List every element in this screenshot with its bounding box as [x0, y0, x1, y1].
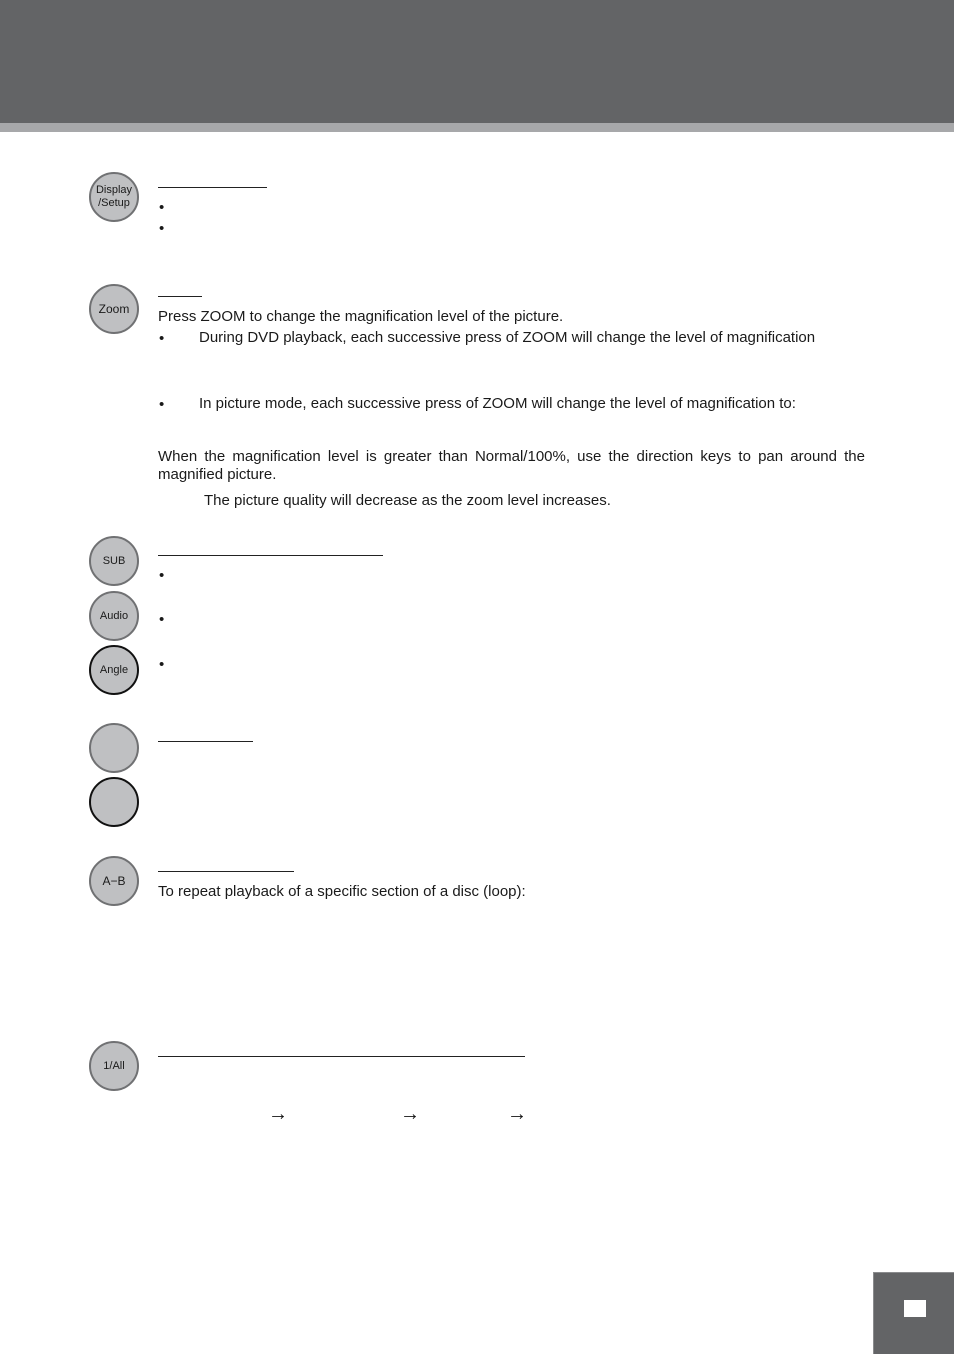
bullet-marker: • — [159, 396, 165, 413]
zoom-intro-text: Press ZOOM to change the magnification level of the picture. — [158, 308, 564, 325]
page-number-box — [904, 1300, 926, 1317]
repeat-one-all-button-icon — [89, 1041, 139, 1091]
ab-intro-text: To repeat playback of a specific section of a disc (loop): — [158, 883, 526, 900]
section-heading-rule-display — [158, 187, 267, 188]
angle-button-icon — [89, 645, 139, 695]
bullet-marker: • — [159, 199, 165, 216]
blank-button-icon — [89, 723, 139, 773]
bullet-marker: • — [159, 220, 165, 237]
audio-label: Audio — [99, 609, 129, 622]
display-label: Display — [95, 184, 133, 196]
subtitle-button-icon — [89, 536, 139, 586]
zoom-dvd-bullet-text: During DVD playback, each successive press of ZOOM will change the level of magnification — [199, 329, 816, 346]
section-heading-rule-zoom — [158, 296, 202, 297]
section-heading-rule-blank — [158, 741, 253, 742]
sub-label: SUB — [102, 554, 126, 567]
bullet-marker: • — [159, 656, 165, 673]
arrow-right-icon: → — [507, 1103, 527, 1125]
section-heading-rule-repeat — [158, 1056, 525, 1057]
bullet-marker: • — [159, 567, 165, 584]
ab-label: A−B — [102, 873, 126, 888]
arrow-right-icon: → — [268, 1103, 288, 1125]
arrow-right-icon: → — [400, 1103, 420, 1125]
angle-label: Angle — [99, 663, 129, 676]
page-header-strip — [0, 123, 954, 132]
audio-button-icon — [89, 591, 139, 641]
bullet-marker: • — [159, 330, 165, 347]
ab-repeat-button-icon — [89, 856, 139, 906]
page-header-band — [0, 0, 954, 123]
section-heading-rule-sub-audio-angle — [158, 555, 383, 556]
zoom-picture-bullet-text: In picture mode, each successive press of ZOOM will change the level of magnification to: — [199, 395, 796, 412]
section-heading-rule-ab — [158, 871, 294, 872]
blank-button-icon-dark — [89, 777, 139, 827]
zoom-pan-text: When the magnification level is greater than Normal/100%, use the direction keys to pan around the magnified picture. — [158, 448, 865, 483]
one-all-label: 1/All — [103, 1059, 125, 1072]
setup-label: /Setup — [98, 197, 130, 209]
zoom-label: Zoom — [98, 301, 130, 316]
display-setup-button-icon — [89, 172, 139, 222]
bullet-marker: • — [159, 611, 165, 628]
zoom-button-icon — [89, 284, 139, 334]
zoom-note-text: The picture quality will decrease as the zoom level increases. — [204, 492, 611, 509]
